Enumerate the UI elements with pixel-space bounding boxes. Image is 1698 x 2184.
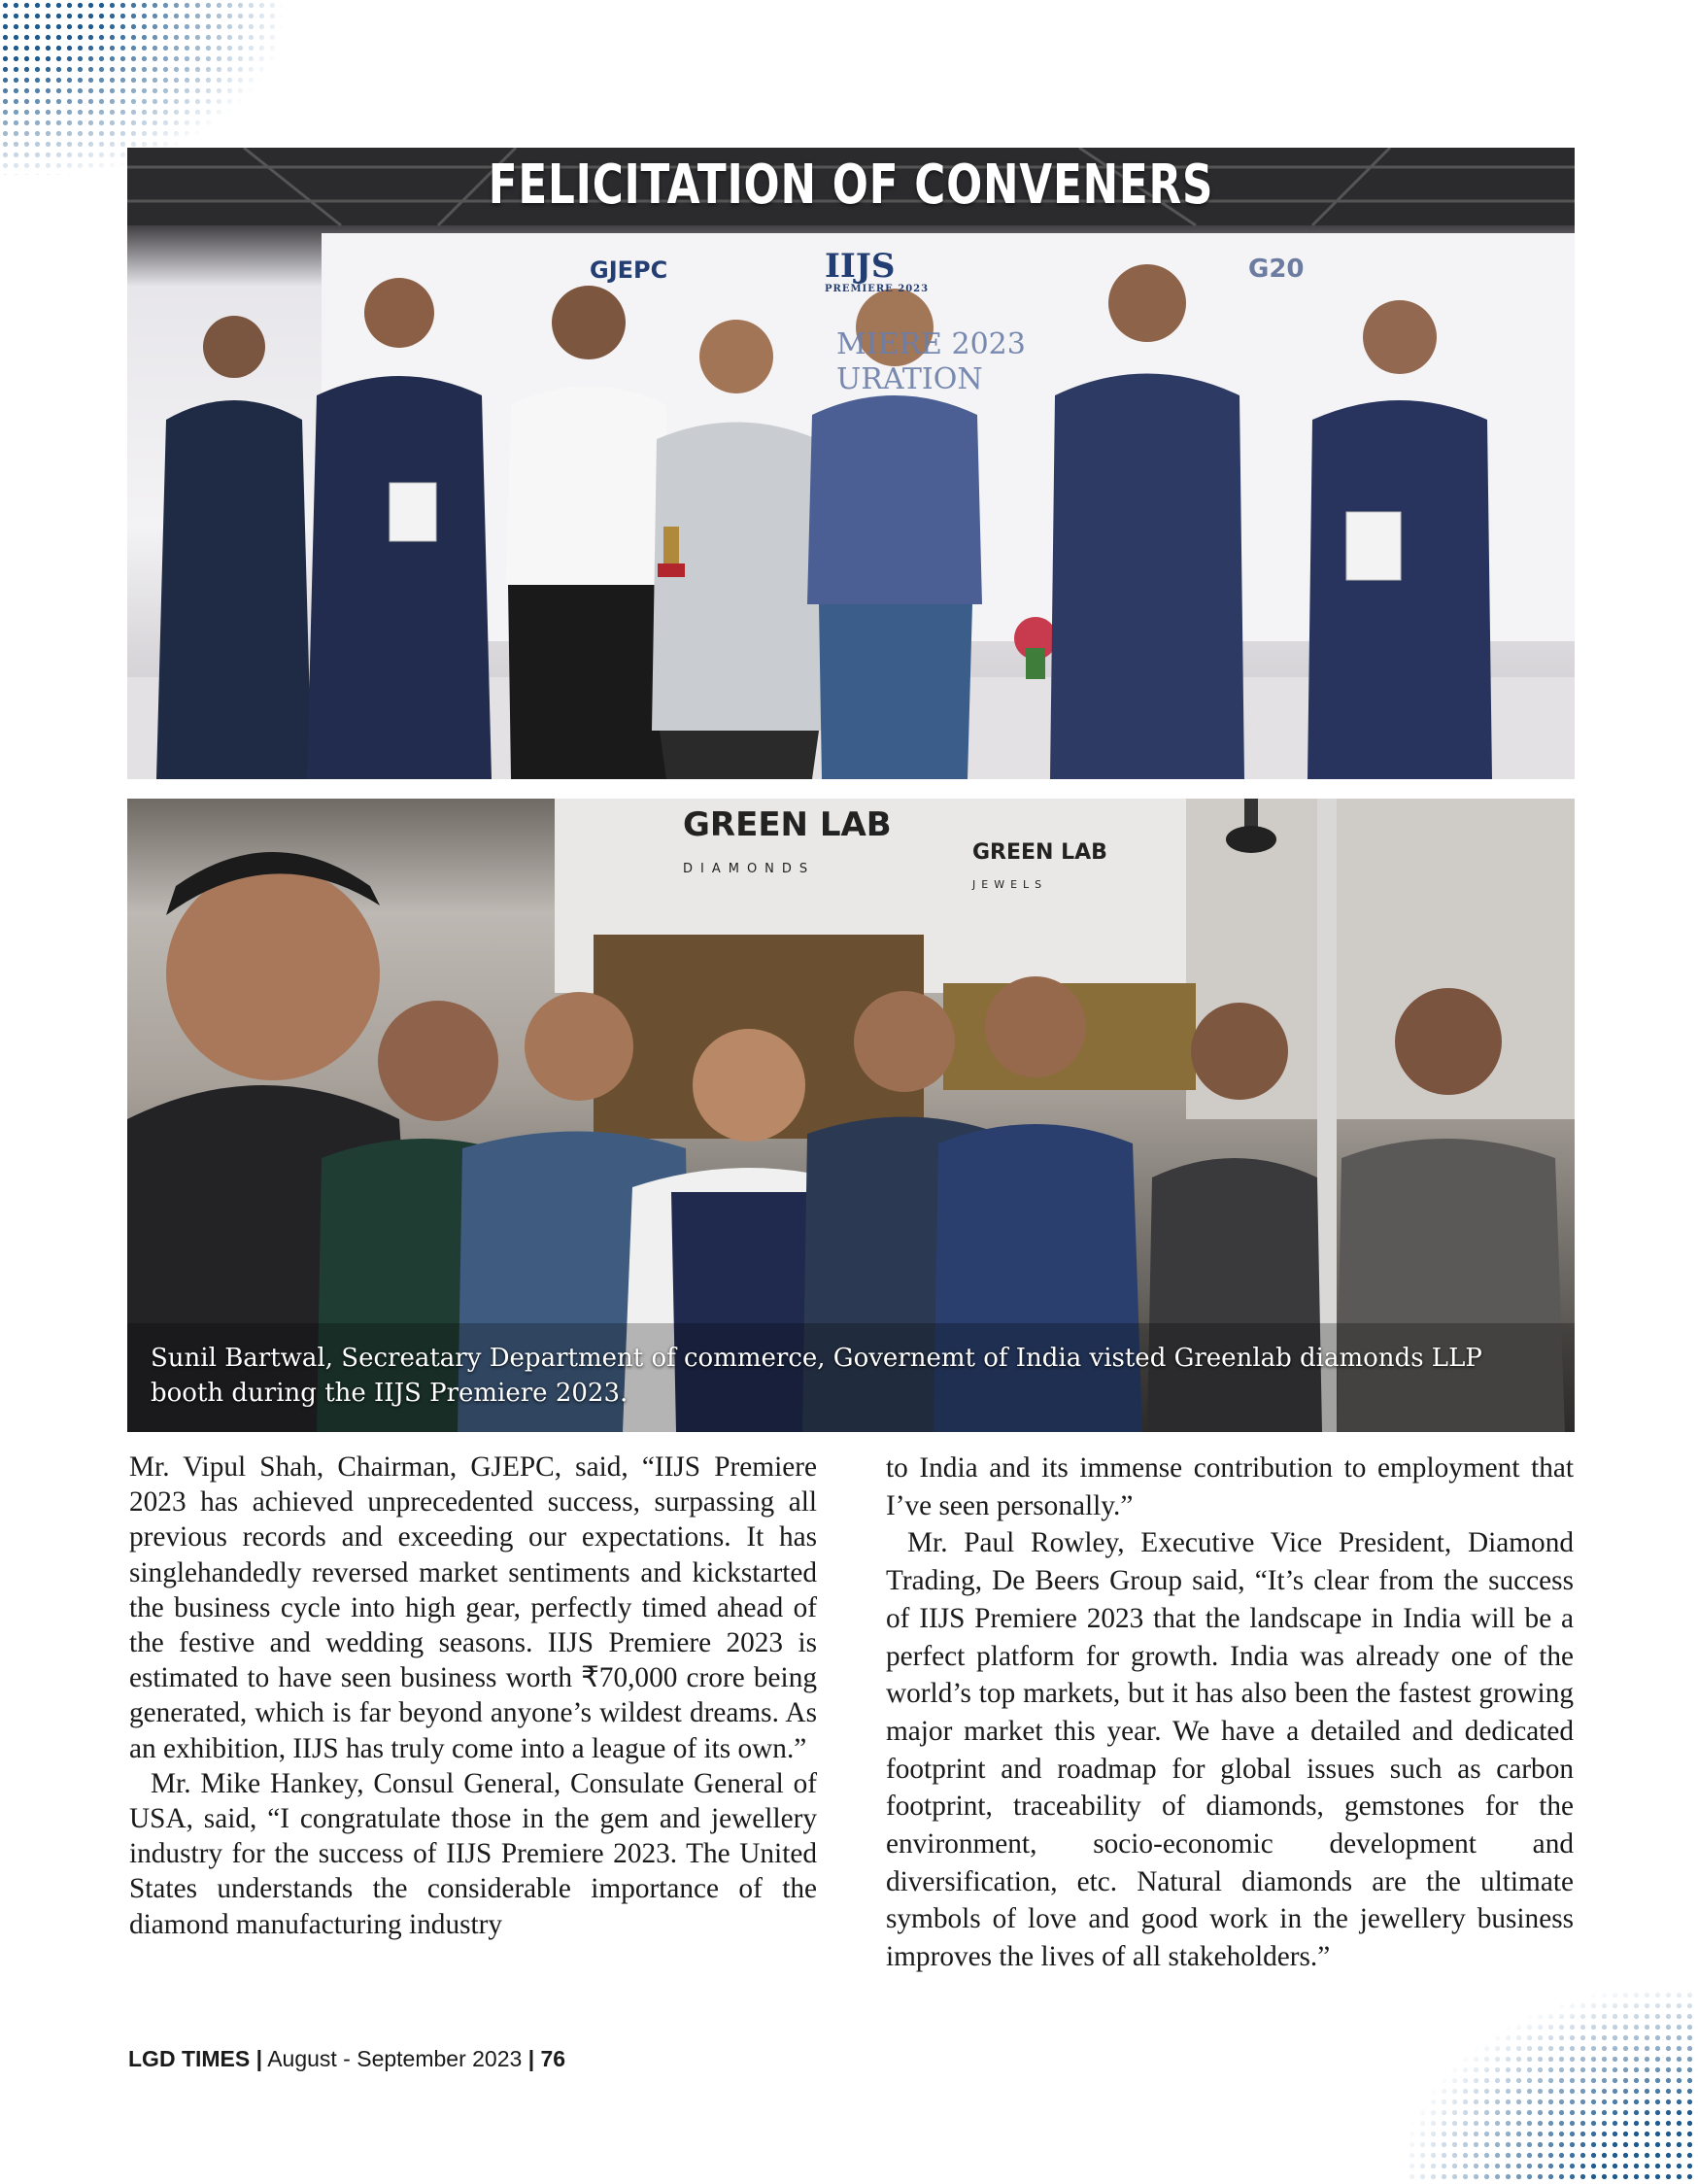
article-paragraph: Mr. Vipul Shah, Chairman, GJEPC, said, “IIJS Premiere 2023 has achieved unprecedented success, surpassing all previous records and exceeding our expectations. It has singlehandedly reversed market sentiments and kickstarted the business cycle into high gear, perfectly timed ahead of the festive and wedding seasons. IIJS Premiere 2023 is estimated to have seen business worth ₹70,000 crore being generated, which is far beyond anyone’s wildest dreams. As an exhibition, IIJS has truly come into a league of its own.” <box>129 1451 817 1764</box>
greenlab-diamonds-sign <box>683 805 892 876</box>
iijs-logo <box>825 247 929 294</box>
g20-logo: G20 <box>1248 255 1305 284</box>
publication-name: LGD TIMES <box>128 2046 251 2071</box>
footer-separator: | <box>527 2046 535 2071</box>
article-column-left <box>129 1450 817 1942</box>
gjepc-logo: GJEPC <box>590 256 668 284</box>
banner-backdrop-text <box>836 327 1026 397</box>
greenlab-jewels-sign-subtitle: JEWELS <box>972 878 1048 891</box>
decorative-dot-pattern-bottom-right <box>1407 1990 1698 2184</box>
article-column-right <box>886 1450 1574 1976</box>
page-number: 76 <box>540 2046 566 2071</box>
greenlab-jewels-sign-text: GREEN LAB <box>972 840 1107 865</box>
felicitation-photo <box>127 148 1575 779</box>
article-paragraph: Mr. Paul Rowley, Executive Vice President, Diamond Trading, De Beers Group said, “It’s clear from the success of IIJS Premiere 2023 that the landscape in India will be a perfect platform for growth. India was already one of the world’s top markets, but it has also been the fastest growing major market this year. We have a detailed and dedicated footprint and roadmap for global issues such as carbon footprint, traceability of diamonds, gemstones for the environment, socio-economic development and diversification, etc. Natural diamonds are the ultimate symbols of love and good work in the jewellery business improves the lives of all stakeholders.” <box>886 1527 1574 1973</box>
event-banner-logos <box>127 245 1575 303</box>
greenlab-diamonds-sign-subtitle: DIAMONDS <box>683 862 816 876</box>
felicitation-photo-illustration <box>127 148 1575 779</box>
footer-separator: | <box>255 2046 263 2071</box>
banner-text-line-1: MIERE 2023 <box>836 327 1026 361</box>
booth-photo-illustration <box>127 799 1575 1432</box>
greenlab-booth-photo <box>127 799 1575 1432</box>
photo-caption: Sunil Bartwal, Secreatary Department of commerce, Governemt of India visted Greenlab diamonds LLP booth during the IIJS Premiere 2023. <box>151 1344 1482 1408</box>
banner-text-line-2: URATION <box>836 362 983 396</box>
page-footer <box>128 2046 565 2072</box>
article-paragraph: Mr. Mike Hankey, Consul General, Consulate General of USA, said, “I congratulate those in the gem and jewellery industry for the success of IIJS Premiere 2023. The United States understands the considerable importance of the diamond manufacturing industry <box>129 1767 817 1940</box>
greenlab-jewels-sign <box>972 842 1107 890</box>
iijs-logo-text: IIJS <box>825 247 896 286</box>
article-paragraph: to India and its immense contribution to employment that I’ve seen personally.” <box>886 1452 1574 1521</box>
greenlab-diamonds-sign-text: GREEN LAB <box>683 805 892 844</box>
section-title: FELICITATION OF CONVENERS <box>488 154 1214 217</box>
issue-date: August - September 2023 <box>267 2046 523 2071</box>
iijs-logo-subtitle: PREMIERE 2023 <box>825 284 930 294</box>
